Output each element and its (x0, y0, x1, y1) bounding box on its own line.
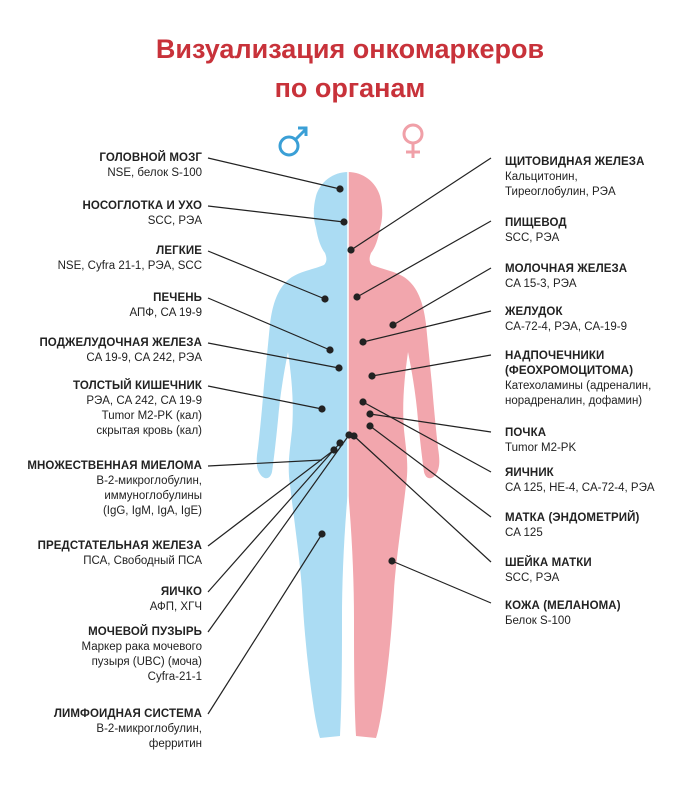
label-pancreas: ПОДЖЕЛУДОЧНАЯ ЖЕЛЕЗА CA 19-9, CA 242, РЭА (39, 337, 202, 364)
label-stomach: ЖЕЛУДОК CA-72-4, РЭА, CA-19-9 (505, 306, 628, 333)
label-testis: ЯИЧКО АФП, ХГЧ (149, 586, 202, 613)
label-adrenals: НАДПОЧЕЧНИКИ (ФЕОХРОМОЦИТОМА) Катехоламины (адреналин, норадреналин, дофамин) (505, 350, 652, 407)
label-brain-name: ГОЛОВНОЙ МОЗГ (99, 152, 202, 164)
label-breast: МОЛОЧНАЯ ЖЕЛЕЗА CA 15-3, РЭА (505, 263, 628, 290)
label-bladder: МОЧЕВОЙ ПУЗЫРЬ Маркер рака мочевого пузыря (UBC) (моча) Cyfra-21-1 (81, 626, 202, 683)
label-uterus: МАТКА (ЭНДОМЕТРИЙ) CA 125 (505, 512, 640, 539)
title-line-2: по органам (274, 73, 426, 103)
label-nasopharynx: НОСОГЛОТКА И УХО SCC, РЭА (82, 200, 202, 227)
male-symbol (280, 128, 306, 155)
label-thyroid: ЩИТОВИДНАЯ ЖЕЛЕЗА Кальцитонин, Тиреоглобулин, РЭА (505, 156, 645, 198)
label-esophagus: ПИЩЕВОД SCC, РЭА (505, 217, 567, 244)
label-skin: КОЖА (МЕЛАНОМА) Белок S-100 (505, 600, 621, 627)
label-myeloma: МНОЖЕСТВЕННАЯ МИЕЛОМА B-2-микроглобулин, иммуноглобулины (IgG, IgM, IgA, IgE) (27, 460, 202, 517)
female-symbol (404, 125, 422, 158)
label-liver: ПЕЧЕНЬ АПФ, CA 19-9 (129, 292, 202, 319)
label-lungs: ЛЕГКИЕ NSE, Cyfra 21-1, РЭА, SCC (57, 245, 202, 272)
label-cervix: ШЕЙКА МАТКИ SCC, РЭА (505, 557, 592, 584)
label-lymphoid: ЛИМФОИДНАЯ СИСТЕМА B-2-микроглобулин, ферритин (53, 708, 202, 750)
title-line-1: Визуализация онкомаркеров (155, 34, 545, 64)
label-prostate: ПРЕДСТАТЕЛЬНАЯ ЖЕЛЕЗА ПСА, Свободный ПСА (37, 540, 202, 567)
label-brain: ГОЛОВНОЙ МОЗГ NSE, белок S-100 (99, 152, 202, 179)
label-ovary: ЯИЧНИК CA 125, HE-4, CA-72-4, РЭА (505, 467, 655, 494)
label-colon: ТОЛСТЫЙ КИШЕЧНИК РЭА, CA 242, CA 19-9 Tumor M2-PK (кал) скрытая кровь (кал) (72, 380, 202, 437)
label-kidney: ПОЧКА Tumor M2-PK (505, 427, 577, 454)
